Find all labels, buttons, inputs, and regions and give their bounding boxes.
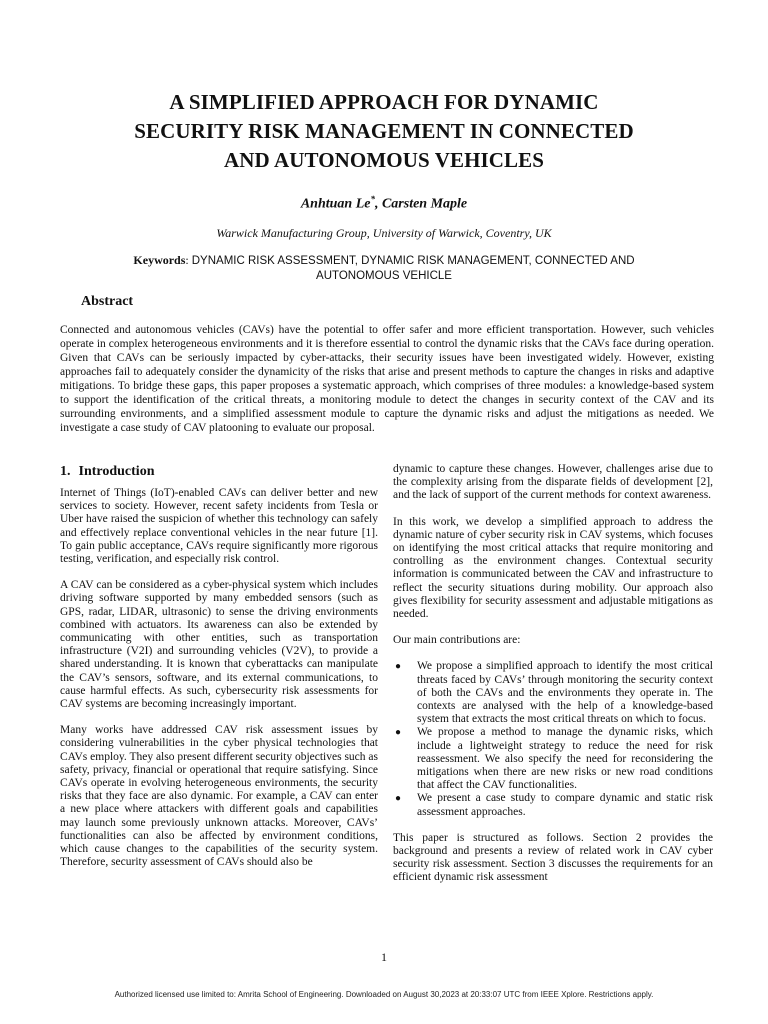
- keywords-label: Keywords: [133, 253, 186, 267]
- bullet-icon: ●: [395, 793, 402, 805]
- list-item-text: We propose a method to manage the dynamic risks, which include a lightweight strategy to reduce the need for risk reassessment. We also specify the need for reconsidering the mitigations when there are new risks or new road conditions that affect the CAV functionalities.: [417, 726, 713, 792]
- license-footer: Authorized licensed use limited to: Amrita School of Engineering. Downloaded on August 30,2023 at 20:33:07 UTC from IEEE Xplore. Restrictions apply.: [114, 990, 654, 999]
- paper-title: [60, 88, 708, 175]
- paragraph: In this work, we develop a simplified approach to address the dynamic nature of cyber security risk in CAV systems, which focuses on identifying the most critical attacks that require monitoring and controlling as the environment changes. Contextual security information is communicated between the CAV and infrastructure to reflect the security situations during mobility. Our approach also gives flexibility for security assessment and adjustable mitigations as needed.: [393, 515, 713, 621]
- abstract-text: Connected and autonomous vehicles (CAVs) have the potential to offer safer and more efficient transportation. However, such vehicles operate in complex heterogeneous environments and it is therefore essential to control the dynamic risks that the CAVs face during operation. Given that CAVs can be seriously impacted by cyber-attacks, their security issues have been investigated widely. However, existing approaches fail to adequately consider the dynamicity of the risks that arise and present methods to capture the changes in risks and adaptive mitigations. To bridge these gaps, this paper proposes a systematic approach, which comprises of three modules: a knowledge-based system to support the identification of the critical threats, a monitoring module to detect the changes in security context of the CAV and its surrounding environments, and a simplified assessment module to capture the dynamic risks and adjust the mitigations as needed. We investigate a case study of CAV platooning to evaluate our proposal.: [60, 324, 714, 434]
- title-line: AND AUTONOMOUS VEHICLES: [223, 148, 545, 172]
- right-column: [393, 463, 713, 898]
- paragraph: This paper is structured as follows. Section 2 provides the background and presents a review of related work in CAV cyber security risk assessment. Section 3 discusses the requirements for an efficient dynamic risk assessment: [393, 831, 713, 884]
- list-item-text: We propose a simplified approach to identify the most critical threats faced by CAVs’ through monitoring the security context of both the CAVs and the environments they operate in. The contexts are analysed with the help of a knowledge-based system that extracts the most critical threats on which to focus.: [417, 660, 713, 726]
- keywords-value: DYNAMIC RISK ASSESSMENT, DYNAMIC RISK MANAGEMENT, CONNECTED AND AUTONOMOUS VEHICLE: [191, 255, 635, 282]
- list-item-text: We present a case study to compare dynamic and static risk assessment approaches.: [417, 792, 713, 818]
- abstract-heading: Abstract: [81, 294, 134, 309]
- affiliation: Warwick Manufacturing Group, University of Warwick, Coventry, UK: [216, 226, 552, 240]
- page-number: 1: [381, 950, 387, 964]
- bullet-icon: ●: [395, 727, 402, 739]
- paragraph: Internet of Things (IoT)-enabled CAVs can deliver better and new services to society. However, recent safety incidents from Tesla or Uber have raised the suspicion of whether this technology can safely and effectively replace conventional vehicles in the near future [1]. To gain public acceptance, CAVs require significantly more rigorous testing, verification, and especially risk control.: [60, 487, 378, 566]
- corresponding-author-mark: *: [370, 194, 375, 204]
- section-number: 1.: [60, 464, 71, 479]
- paragraph: Many works have addressed CAV risk assessment issues by considering vulnerabilities in the cyber physical technologies that CAVs employ. They also present different security objectives such as safety, privacy, financial or operational that require satisfying. Since CAVs operate in evolving heterogeneous environments, the security risks that they face are also dynamic. For example, a CAV can enter a new place where attackers with different goals and capabilities may launch some previously unknown attacks. Moreover, CAVs’ functionalities can also be affected by environment conditions, which cause changes to the capabilities of the security system. Therefore, security assessment of CAVs should also be: [60, 724, 378, 869]
- list-item: [393, 792, 713, 818]
- title-line: SECURITY RISK MANAGEMENT IN CONNECTED: [134, 119, 634, 143]
- title-line: A SIMPLIFIED APPROACH FOR DYNAMIC: [169, 90, 599, 114]
- bullet-icon: ●: [395, 661, 402, 673]
- paragraph: Our main contributions are:: [393, 634, 521, 647]
- list-item: [393, 726, 713, 792]
- keywords-separator: :: [185, 253, 192, 267]
- author-rest: , Carsten Maple: [374, 196, 468, 212]
- section-heading-introduction: [60, 463, 378, 481]
- left-column: [60, 463, 378, 882]
- author-first: Anhtuan Le: [300, 196, 371, 212]
- keywords: [100, 253, 668, 283]
- paragraph: A CAV can be considered as a cyber-physical system which includes driving software supported by many embedded sensors (such as GPS, radar, LIDAR, ultrasonic) to sense the driving environments combined with actuators. Its awareness can also be extended by communicating with other entities, such as transportation infrastructure (V2I) and surrounding vehicles (V2V), to provide a shared understanding. It is known that cyberattacks can manipulate the CAV’s sensors, software, and its external communications, to cause harmful effects. As such, cybersecurity risk assessments for CAV systems are becoming increasingly important.: [60, 579, 378, 711]
- list-item: [393, 660, 713, 726]
- author-list: [0, 194, 768, 213]
- paragraph: dynamic to capture these changes. However, challenges arise due to the complexity arising from the disparate fields of development [2], and the lack of support of the current methods for context awareness.: [393, 463, 713, 502]
- section-title: Introduction: [78, 464, 155, 479]
- contributions-list: [393, 660, 713, 818]
